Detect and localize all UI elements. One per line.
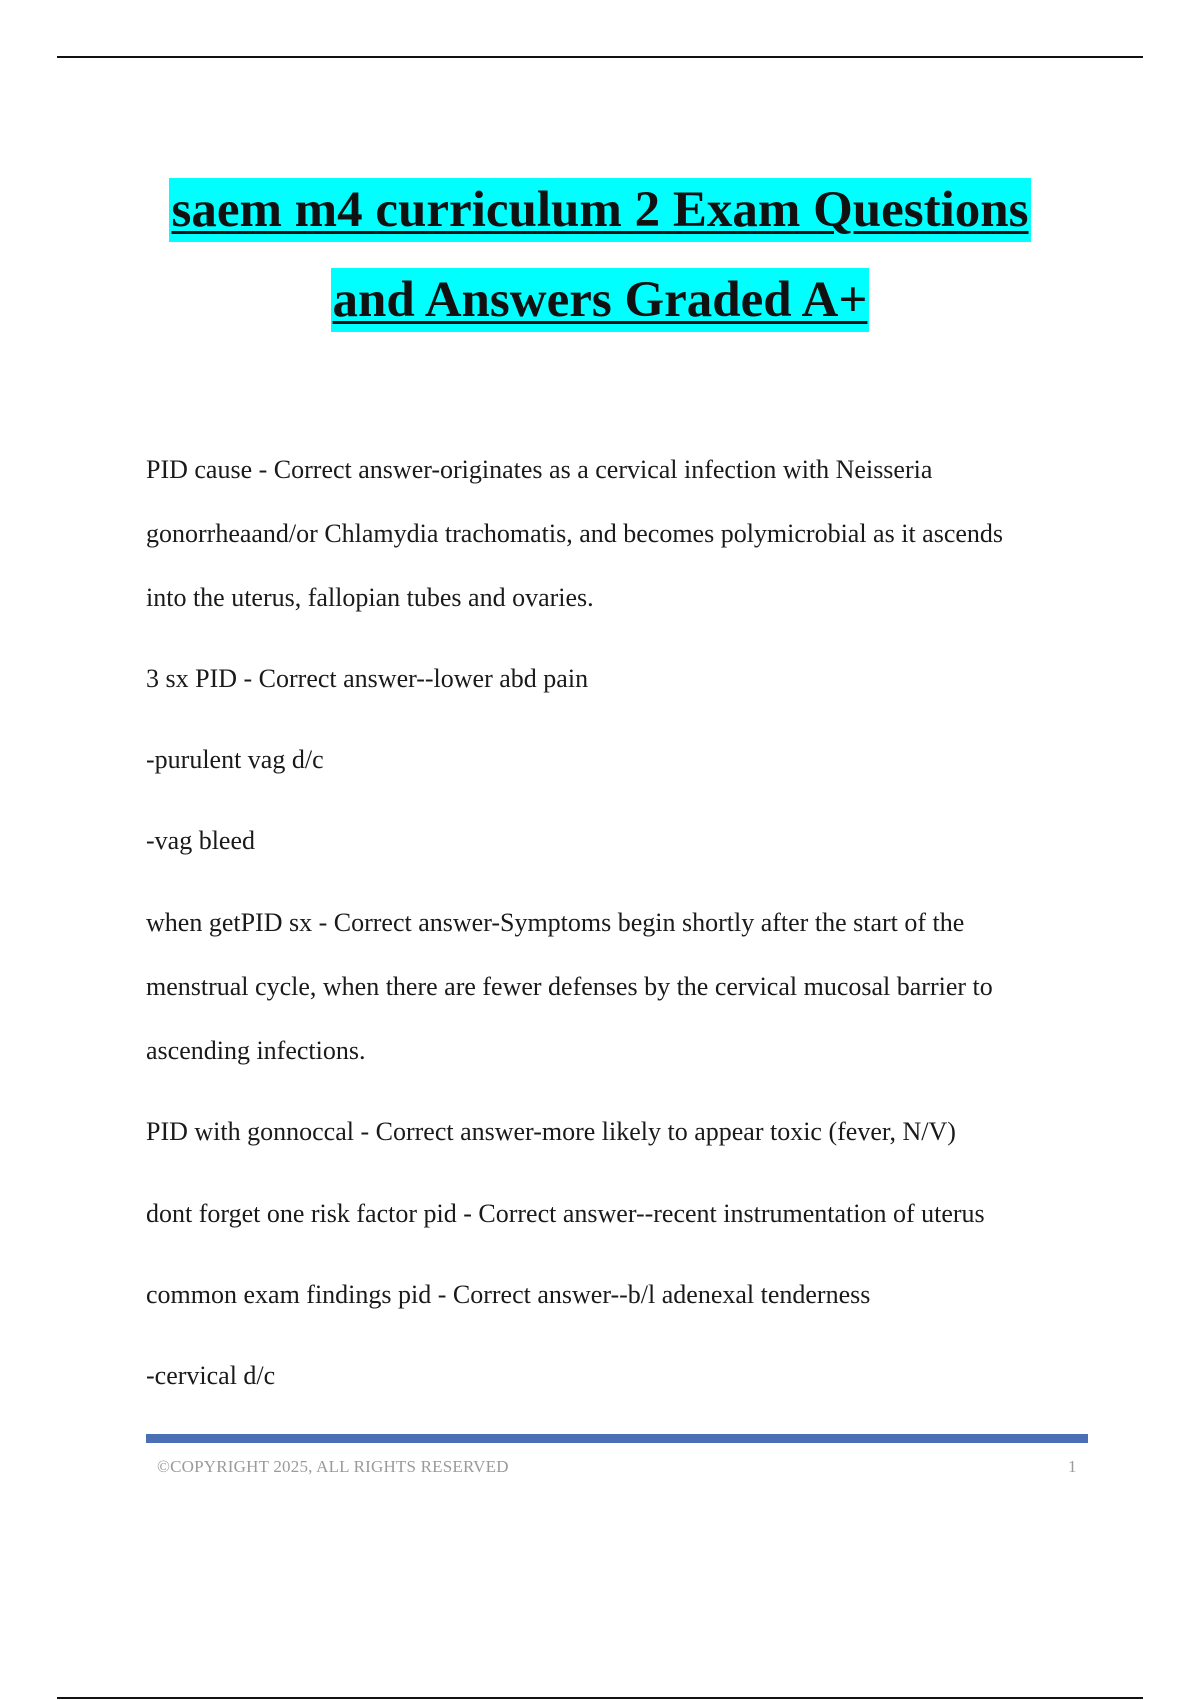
document-title — [0, 178, 1200, 332]
footer-copyright: ©COPYRIGHT 2025, ALL RIGHTS RESERVED — [157, 1457, 509, 1476]
bottom-rule — [57, 1697, 1143, 1699]
text-line: when getPID sx - Correct answer-Symptoms begin shortly after the start of the — [146, 908, 965, 937]
title-line-2: and Answers Graded A+ — [331, 268, 870, 332]
text-line: dont forget one risk factor pid - Correct answer--recent instrumentation of uterus — [146, 1199, 985, 1228]
text-line: common exam findings pid - Correct answer--b/l adenexal tenderness — [146, 1280, 871, 1309]
text-line: -vag bleed — [146, 826, 256, 855]
title-line-1: saem m4 curriculum 2 Exam Questions — [169, 178, 1030, 242]
text-line: menstrual cycle, when there are fewer defenses by the cervical mucosal barrier to — [146, 972, 993, 1001]
text-line: 3 sx PID - Correct answer--lower abd pain — [146, 664, 589, 693]
top-rule — [57, 56, 1143, 58]
text-line: -cervical d/c — [146, 1361, 276, 1390]
text-line: into the uterus, fallopian tubes and ovaries. — [146, 583, 594, 612]
footer-bar — [146, 1434, 1088, 1443]
text-line: ascending infections. — [146, 1036, 366, 1065]
text-line: gonorrheaand/or Chlamydia trachomatis, and becomes polymicrobial as it ascends — [146, 519, 1004, 548]
text-line: PID with gonnoccal - Correct answer-more likely to appear toxic (fever, N/V) — [146, 1117, 956, 1146]
page-number: 1 — [1068, 1457, 1077, 1476]
text-line: PID cause - Correct answer-originates as a cervical infection with Neisseria — [146, 455, 933, 484]
text-line: -purulent vag d/c — [146, 745, 324, 774]
